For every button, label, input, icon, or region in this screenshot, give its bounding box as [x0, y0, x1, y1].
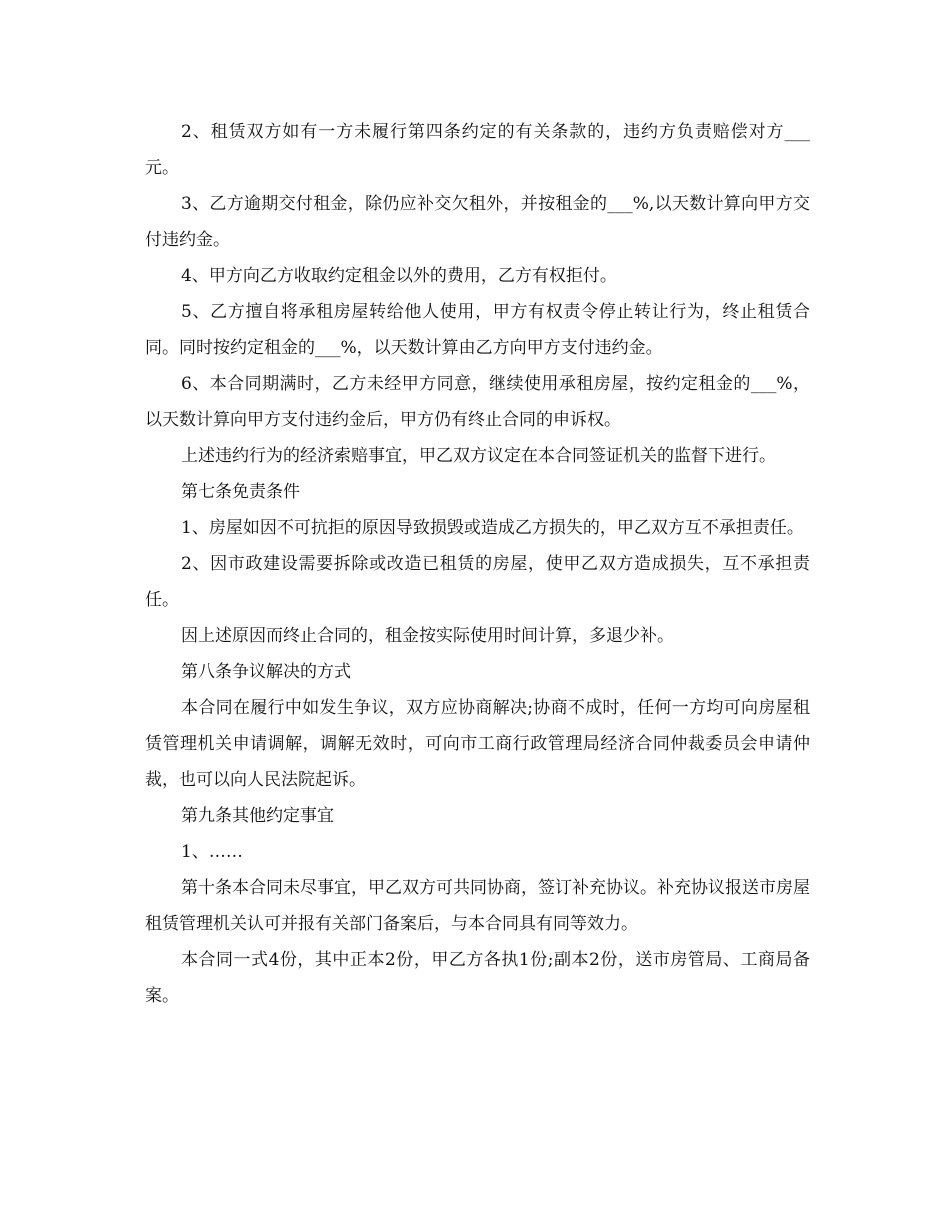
paragraph-clause-7-2: 2、因市政建设需要拆除或改造已租赁的房屋，使甲乙双方造成损失，互不承担责任。 — [145, 554, 810, 610]
paragraph-copies: 本合同一式4份，其中正本2份，甲乙方各执1份;副本2份，送市房管局、工商局备案。 — [145, 950, 810, 1006]
paragraph-clause-7-1: 1、房屋如因不可抗拒的原因导致损毁或造成乙方损失的，甲乙双方互不承担责任。 — [181, 518, 804, 538]
document-body — [145, 114, 810, 1014]
paragraph-termination-note: 因上述原因而终止合同的，租金按实际使用时间计算，多退少补。 — [181, 626, 674, 646]
paragraph-clause-6-5: 5、乙方擅自将承租房屋转给他人使用，甲方有权责令停止转让行为，终止租赁合同。同时按约定租金的___%，以天数计算由乙方向甲方支付违约金。 — [145, 302, 810, 358]
paragraph-clause-6-2: 2、租赁双方如有一方未履行第四条约定的有关条款的，违约方负责赔偿对方___元。 — [145, 122, 810, 178]
paragraph-article-10: 第十条本合同未尽事宜，甲乙双方可共同协商，签订补充协议。补充协议报送市房屋租赁管理机关认可并报有关部门备案后，与本合同具有同等效力。 — [145, 878, 810, 934]
paragraph-clause-6-4: 4、甲方向乙方收取约定租金以外的费用，乙方有权拒付。 — [181, 266, 617, 286]
paragraph-clause-9-1: 1、…… — [181, 842, 243, 862]
heading-article-7: 第七条免责条件 — [181, 482, 300, 502]
heading-article-9: 第九条其他约定事宜 — [181, 806, 334, 826]
paragraph-penalty-note: 上述违约行为的经济索赔事宜，甲乙双方议定在本合同签证机关的监督下进行。 — [181, 446, 776, 466]
paragraph-dispute-resolution: 本合同在履行中如发生争议，双方应协商解决;协商不成时，任何一方均可向房屋租赁管理机关申请调解，调解无效时，可向市工商行政管理局经济合同仲裁委员会申请仲裁，也可以向人民法院起诉。 — [145, 698, 810, 790]
paragraph-clause-6-3: 3、乙方逾期交付租金，除仍应补交欠租外，并按租金的___%,以天数计算向甲方交付违约金。 — [145, 194, 810, 250]
heading-article-8: 第八条争议解决的方式 — [181, 662, 351, 682]
paragraph-clause-6-6: 6、本合同期满时，乙方未经甲方同意，继续使用承租房屋，按约定租金的___%，以天数计算向甲方支付违约金后，甲方仍有终止合同的申诉权。 — [145, 374, 810, 430]
